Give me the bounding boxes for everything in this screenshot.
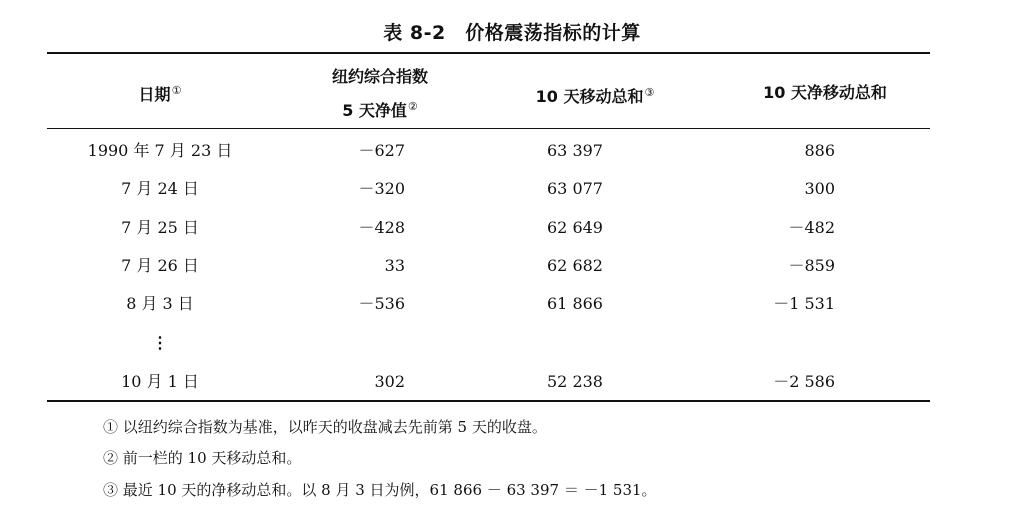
footnote-2: ② 前一栏的 10 天移动总和。: [103, 449, 302, 467]
cell-nyse: －428: [358, 218, 405, 237]
vertical-ellipsis: ⋮: [152, 333, 168, 352]
footnote-mark-1: ①: [171, 84, 182, 97]
header-date: [110, 76, 210, 110]
cell-move10: 63 077: [547, 179, 603, 198]
cell-move10: 52 238: [547, 372, 603, 391]
header-nyse-line1: 纽约综合指数: [331, 67, 428, 86]
header-rule: [47, 128, 930, 129]
cell-nyse: 33: [384, 256, 405, 275]
header-net10: 10 天净移动总和: [763, 83, 887, 102]
header-date-label: 日期: [138, 85, 171, 104]
header-nyse-line2: 5 天净值: [342, 101, 407, 120]
cell-net10: －1 531: [773, 294, 835, 313]
header-move10-label: 10 天移动总和: [535, 87, 644, 106]
cell-net10: －2 586: [773, 372, 835, 391]
cell-nyse: －320: [358, 179, 405, 198]
header-move10: [495, 78, 695, 112]
table-title: 表 8-2 价格震荡指标的计算: [383, 22, 641, 44]
cell-date: 1990 年 7 月 23 日: [87, 141, 233, 160]
cell-move10: 63 397: [547, 141, 603, 160]
cell-move10: 61 866: [547, 294, 603, 313]
cell-nyse: 302: [374, 372, 405, 391]
cell-date: 7 月 26 日: [121, 256, 199, 275]
cell-nyse: －627: [358, 141, 405, 160]
footnote-mark-3: ③: [644, 86, 655, 99]
cell-nyse: －536: [358, 294, 405, 313]
cell-net10: 886: [804, 141, 835, 160]
footnote-3: ③ 最近 10 天的净移动总和。以 8 月 3 日为例，61 866 － 63 397 ＝ －1 531。: [103, 481, 657, 499]
cell-date: 7 月 24 日: [121, 179, 199, 198]
cell-net10: －859: [788, 256, 835, 275]
bottom-rule: [47, 400, 930, 402]
cell-date: 10 月 1 日: [121, 372, 199, 391]
header-nyse: [295, 62, 465, 126]
cell-net10: 300: [804, 179, 835, 198]
cell-date: 7 月 25 日: [121, 218, 199, 237]
cell-move10: 62 682: [547, 256, 603, 275]
cell-net10: －482: [788, 218, 835, 237]
footnote-mark-2: ②: [407, 100, 418, 113]
footnote-1: ① 以纽约综合指数为基准，以昨天的收盘减去先前第 5 天的收盘。: [103, 418, 547, 436]
cell-move10: 62 649: [547, 218, 603, 237]
cell-date: 8 月 3 日: [126, 294, 194, 313]
top-rule: [47, 52, 930, 54]
